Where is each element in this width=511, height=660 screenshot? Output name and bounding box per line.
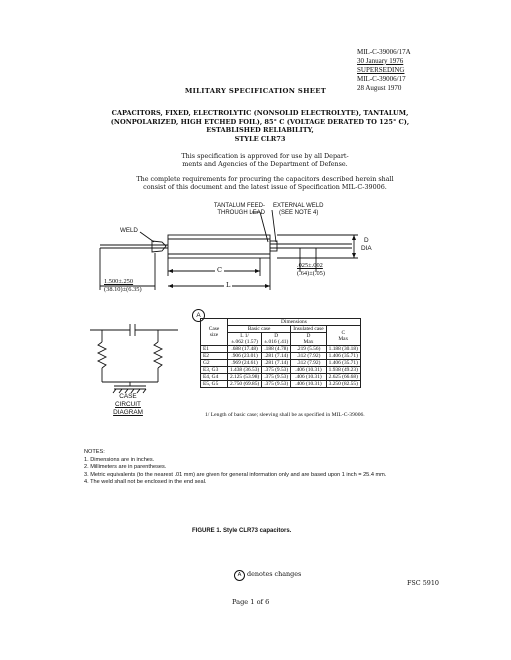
change-marker-legend: A [234, 570, 245, 581]
lead-label-line-1: TANTALUM FEED- [213, 203, 265, 209]
case-cell: G2 [201, 360, 228, 367]
l-cell: 2.125 (53.98) [228, 374, 262, 381]
dia-label: DIA [361, 245, 372, 252]
d-header-tol: ±.016 (.41) [264, 339, 289, 345]
d-ins-header [291, 333, 326, 346]
dimensions-header: Dimensions [228, 319, 361, 326]
subtitle-line-2: (NONPOLARIZED, HIGH ETCHED FOIL), 85° C (VOLTAGE DERATED TO 125° C), [110, 117, 410, 126]
case-size-header [201, 319, 228, 346]
l-cell: .969 (24.61) [228, 360, 262, 367]
c-header-label: C [341, 329, 346, 336]
d-header-label: D [274, 333, 279, 339]
dmax-cell: .219 (5.56) [291, 346, 326, 353]
capacitor-body [168, 235, 270, 258]
page-number: Page 1 of 6 [232, 598, 270, 606]
doc-title: MILITARY SPECIFICATION SHEET [184, 87, 327, 95]
d-cell: .281 (7.14) [262, 353, 291, 360]
notes-list [84, 457, 386, 487]
lead-length-dimension [104, 278, 142, 294]
d-cell: .188 (4.78) [262, 346, 291, 353]
c-cell: 1.406 (35.71) [326, 360, 360, 367]
case-label: CASE [119, 393, 137, 400]
lead-label-line-2: THROUGH LEAD [217, 210, 265, 216]
table-row [201, 381, 361, 388]
approval-line-1: This specification is approved for use by all Depart- [181, 152, 349, 160]
dimension-table-wrap [200, 318, 361, 388]
d-ins-header-sub: Max [303, 339, 314, 345]
d-header [262, 333, 291, 346]
table-row [201, 353, 361, 360]
note-item: 4. The weld shall not be enclosed in the end seal. [84, 479, 207, 486]
dmax-cell: .312 (7.92) [291, 360, 326, 367]
note-item: 2. Millimeters are in parentheses. [84, 464, 167, 471]
subtitle-line-3: ESTABLISHED RELIABILITY, [206, 126, 314, 134]
requirements-line-2: consist of this document and the latest issue of Specification MIL-C-39006. [143, 183, 387, 191]
l-cell: 1.438 (36.53) [228, 367, 262, 374]
lead-diameter-inches: .025±.002 [297, 262, 323, 269]
superseding-label: SUPERSEDING [357, 66, 405, 74]
l-header-label: L 1/ [240, 333, 249, 339]
fsc-code: FSC 5910 [407, 579, 439, 587]
lead-length-inches: 1.500±.250 [104, 278, 134, 285]
requirements-paragraph [95, 175, 435, 191]
d-cell: .375 (9.53) [262, 374, 291, 381]
dmax-cell: .312 (7.92) [291, 353, 326, 360]
diameter-label [361, 237, 372, 253]
table-row [201, 346, 361, 353]
table-row [201, 360, 361, 367]
note-item: 1. Dimensions are in inches. [84, 456, 155, 463]
resistor-left [98, 342, 106, 368]
lead-length-mm: (38.10)±(6.35) [104, 286, 142, 293]
lead-diameter-dimension [297, 262, 325, 278]
changes-legend [234, 570, 301, 581]
l-header-tol: ±.062 (1.57) [231, 339, 258, 345]
spec-date: 30 January 1976 [357, 57, 404, 65]
case-header-line-2: size [209, 332, 219, 338]
c-cell: 2.625 (66.68) [326, 374, 360, 381]
table-row [201, 374, 361, 381]
external-weld [270, 241, 277, 251]
c-cell: 1.938 (49.23) [326, 367, 360, 374]
dimension-table [200, 318, 361, 388]
weld [152, 241, 166, 252]
insulated-case-header: Insulated case [291, 326, 326, 333]
resistor-right [154, 342, 162, 368]
l-header [228, 333, 262, 346]
case-cell: E1 [201, 346, 228, 353]
circuit-diagram [86, 320, 186, 400]
subtitle-line-4: STYLE CLR73 [234, 134, 286, 143]
requirements-line-1: The complete requirements for procuring the capacitors described herein shall [136, 175, 394, 183]
notes-heading: NOTES: [84, 449, 105, 455]
l-cell: 2.750 (69.85) [228, 381, 262, 388]
c-header [326, 326, 360, 346]
case-cell: E5, G5 [201, 381, 228, 388]
c-dimension-label: C [217, 266, 223, 274]
case-cell: E3, G3 [201, 367, 228, 374]
l-cell: .906 (23.01) [228, 353, 262, 360]
notes-section [84, 449, 386, 487]
figure-caption: FIGURE 1. Style CLR73 capacitors. [192, 528, 292, 534]
circuit-caption [103, 393, 153, 417]
external-weld-label [273, 203, 323, 217]
dmax-cell: .406 (10.31) [291, 374, 326, 381]
d-label: D [364, 237, 369, 244]
d-cell: .375 (9.53) [262, 381, 291, 388]
c-cell: 1.188 (30.18) [326, 346, 360, 353]
superseded-spec: MIL-C-39006/17 [357, 75, 406, 83]
doc-subtitle [60, 109, 460, 143]
c-header-sub: Max [338, 335, 349, 342]
dmax-cell: .406 (10.31) [291, 381, 326, 388]
d-cell: .281 (7.14) [262, 360, 291, 367]
spec-number: MIL-C-39006/17A [357, 48, 411, 56]
l-cell: .688 (17.48) [228, 346, 262, 353]
superseded-date: 28 August 1970 [357, 84, 402, 92]
d-cell: .375 (9.53) [262, 367, 291, 374]
approval-line-2: ments and Agencies of the Department of Defense. [182, 160, 348, 168]
note-item: 3. Metric equivalents (to the nearest .01 mm) are given for general information only and are based upon 1 inch = 25.4 mm. [84, 471, 387, 478]
d-ins-header-label: D [306, 333, 311, 339]
case-cell: E2 [201, 353, 228, 360]
basic-case-header: Basic case [228, 326, 291, 333]
dmax-cell: .406 (10.31) [291, 367, 326, 374]
change-marker-table: A [192, 309, 205, 322]
external-weld-line-2: (SEE NOTE 4) [279, 210, 319, 216]
table-footnote: 1/ Length of basic case; sleeving shall be as specified in MIL-C-39006. [205, 412, 365, 418]
feedthrough-lead-label [193, 203, 265, 217]
case-cell: E4, G4 [201, 374, 228, 381]
approval-paragraph [170, 152, 360, 168]
weld-label: WELD [120, 227, 138, 234]
c-cell: 3.250 (82.55) [326, 381, 360, 388]
dimension-rows [201, 346, 361, 388]
lead-diameter-mm: (.64)±(.05) [297, 270, 325, 277]
case-header-line-1: Case [208, 326, 220, 332]
subtitle-line-1: CAPACITORS, FIXED, ELECTROLYTIC (NONSOLID ELECTROLYTE), TANTALUM, [111, 109, 409, 117]
table-row [201, 367, 361, 374]
changes-text: denotes changes [247, 570, 302, 578]
external-weld-line-1: EXTERNAL WELD [273, 203, 324, 209]
c-cell: 1.406 (35.71) [326, 353, 360, 360]
l-dimension-label: L [226, 281, 231, 289]
circuit-diagram-label: CIRCUIT DIAGRAM [113, 401, 143, 416]
